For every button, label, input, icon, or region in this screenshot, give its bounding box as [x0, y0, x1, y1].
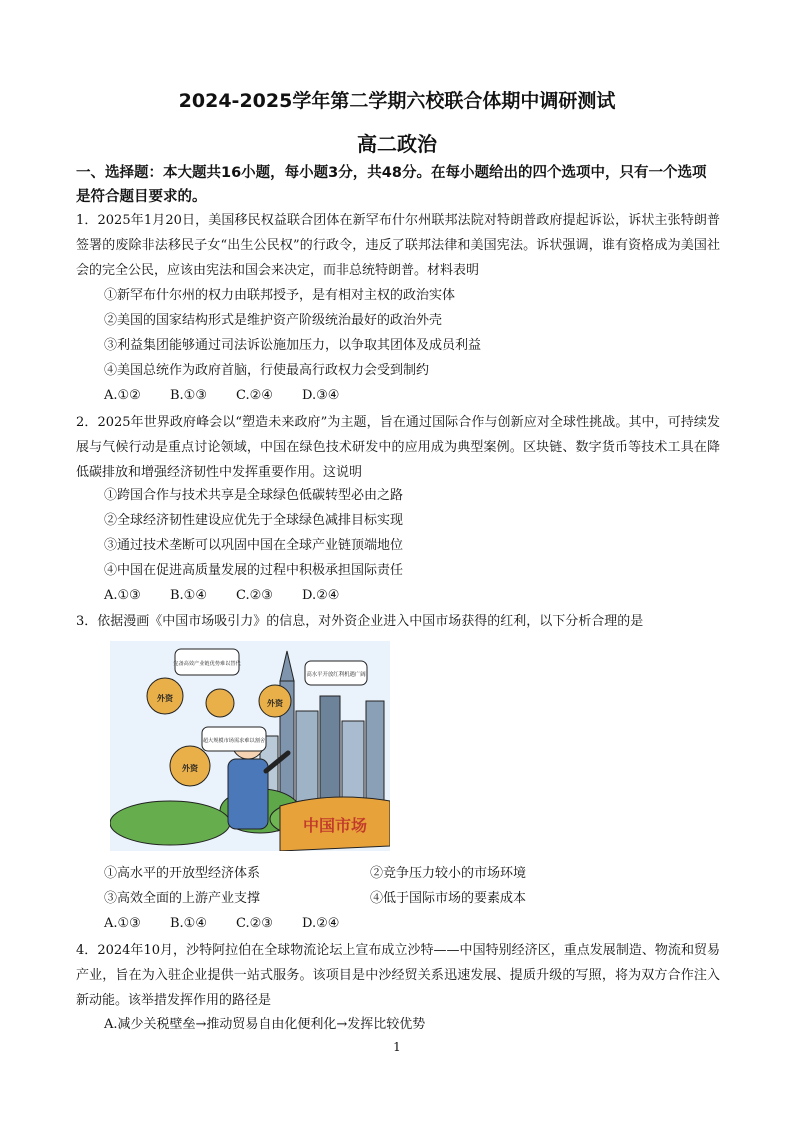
q3-item-1: ①高水平的开放型经济体系 — [104, 866, 261, 881]
sign-label: 中国市场 — [302, 816, 368, 835]
bubble-3: 超大规模市场需求难以割舍 — [202, 738, 266, 744]
q2-item-2: ②全球经济韧性建设应优先于全球绿色减排目标实现 — [104, 513, 404, 528]
q1-item-2: ②美国的国家结构形式是维护资产阶级统治最好的政治外壳 — [104, 313, 443, 328]
section-heading: 一、选择题：本大题共16小题，每小题3分，共48分。在每小题给出的四个选项中，只有一个选项是符合题目要求的。 — [76, 165, 707, 205]
q4-option-a: A.减少关税壁垒→推动贸易自由化便利化→发挥比较优势 — [104, 1017, 426, 1032]
q3-item-4: ④低于国际市场的要素成本 — [370, 891, 527, 906]
q3-option-a: A.①③ — [104, 916, 141, 931]
bag-label-3: 外资 — [182, 764, 198, 773]
question-3-stem: 3．依据漫画《中国市场吸引力》的信息，对外资企业进入中国市场获得的红利，以下分析合理的是 — [76, 614, 644, 629]
question-1-stem: 1．2025年1月20日，美国移民权益联合团体在新罕布什尔州联邦法院对特朗普政府提起诉讼，诉状主张特朗普签署的废除非法移民子女“出生公民权”的行政令，违反了联邦法律和美国宪法。诉状强调，谁有资格成为美国社会的完全公民，应该由宪法和国会来决定，而非总统特朗普。材料表明 — [76, 213, 720, 278]
q2-option-d: D.②④ — [302, 588, 340, 603]
q2-item-1: ①跨国合作与技术共享是全球绿色低碳转型必由之路 — [104, 488, 404, 503]
q3-option-c: C.②③ — [236, 916, 273, 931]
question-2-stem: 2．2025年世界政府峰会以“塑造未来政府”为主题，旨在通过国际合作与创新应对全球性挑战。其中，可持续发展与气候行动是重点讨论领域，中国在绿色技术研发中的应用成为典型案例。区块链、数字货币等技术工具在降低碳排放和增强经济韧性中发挥重要作用。这说明 — [76, 415, 720, 480]
q2-item-3: ③通过技术垄断可以巩固中国在全球产业链顶端地位 — [104, 538, 404, 553]
question-4-stem: 4．2024年10月，沙特阿拉伯在全球物流论坛上宣布成立沙特——中国特别经济区，重点发展制造、物流和贸易产业，旨在为入驻企业提供一站式服务。该项目是中沙经贸关系迅速发展、提质升级的写照，将为双方合作注入新动能。该举措发挥作用的路径是 — [76, 943, 720, 1008]
q1-option-d: D.③④ — [302, 388, 340, 403]
q1-option-c: C.②④ — [236, 388, 273, 403]
q2-option-b: B.①④ — [170, 588, 207, 603]
bubble-2: 高水平开放红利机遇广阔 — [306, 672, 366, 678]
q3-option-b: B.①④ — [170, 916, 207, 931]
bag-label-1: 外资 — [157, 694, 173, 703]
q1-option-a: A.①② — [104, 388, 141, 403]
q2-item-4: ④中国在促进高质量发展的过程中积极承担国际责任 — [104, 563, 404, 578]
exam-title: 2024-2025学年第二学期六校联合体期中调研测试 — [178, 90, 616, 112]
q3-option-d: D.②④ — [302, 916, 340, 931]
q2-option-a: A.①③ — [104, 588, 141, 603]
cartoon-china-market — [110, 641, 390, 851]
q1-option-b: B.①③ — [170, 388, 207, 403]
page-number: 1 — [393, 1040, 401, 1054]
china-market-sign — [280, 797, 390, 851]
q3-item-2: ②竞争压力较小的市场环境 — [370, 866, 527, 881]
q1-options — [104, 386, 368, 406]
q3-options — [104, 914, 368, 934]
q1-item-1: ①新罕布什尔州的权力由联邦授予，是有相对主权的政治实体 — [104, 288, 456, 303]
q1-item-3: ③利益集团能够通过司法诉讼施加压力，以争取其团体及成员利益 — [104, 338, 482, 353]
q1-item-4: ④美国总统作为政府首脑，行使最高行政权力会受到制约 — [104, 363, 430, 378]
bag-label-2: 外资 — [267, 699, 283, 708]
bubble-1: 完备高效产业链优势难以替代 — [173, 661, 241, 667]
q2-option-c: C.②③ — [236, 588, 273, 603]
exam-subject: 高二政治 — [357, 132, 437, 156]
q3-item-3: ③高效全面的上游产业支撑 — [104, 891, 261, 906]
q2-options — [104, 586, 368, 606]
